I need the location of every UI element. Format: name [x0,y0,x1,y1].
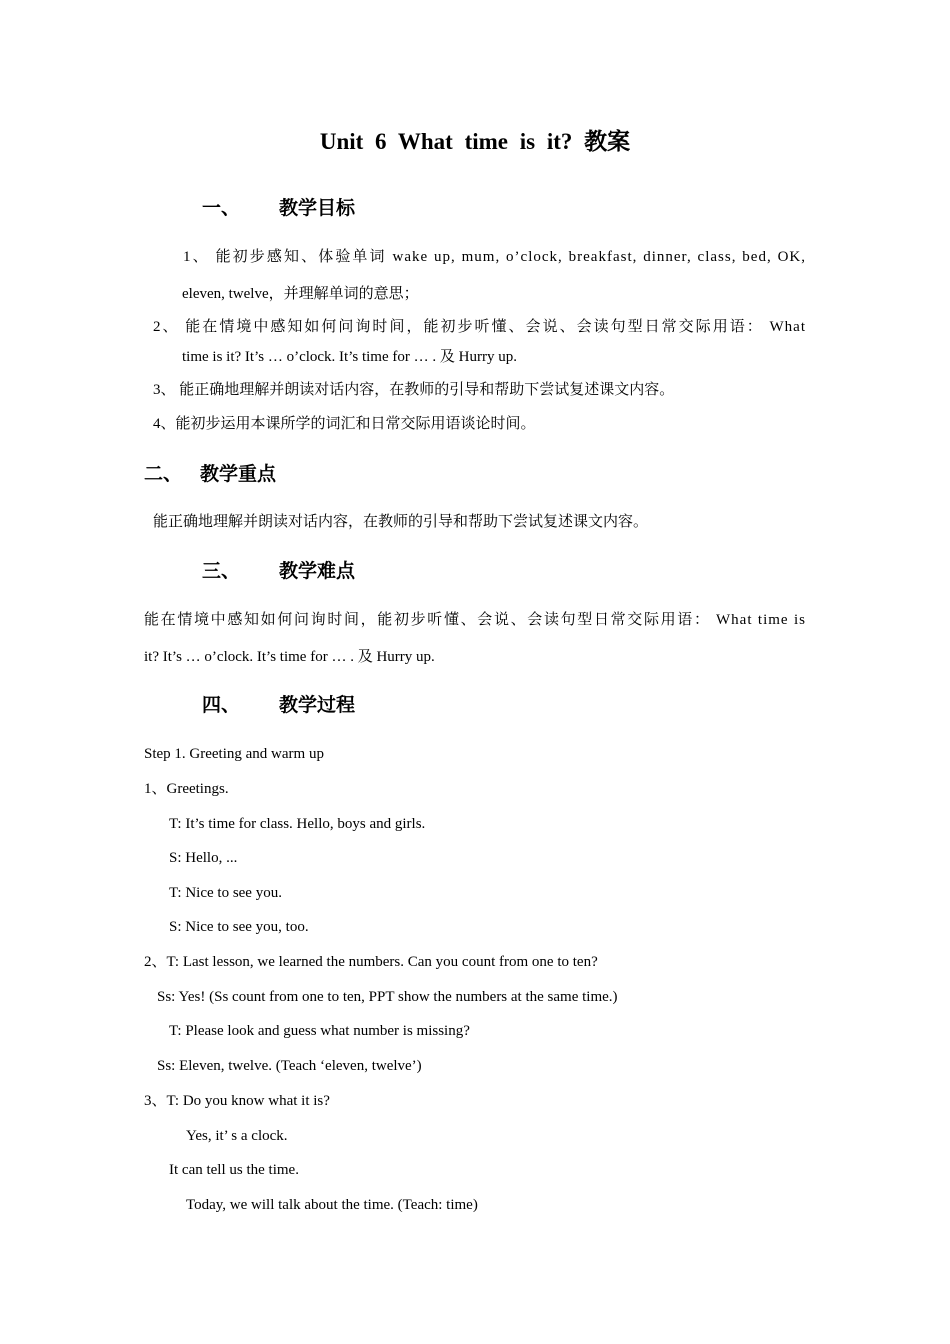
section-4-heading: 教学过程 [279,694,356,716]
objective-3: 3、 能正确地理解并朗读对话内容，在教师的引导和帮助下尝试复述课文内容。 [153,382,675,398]
dialogue-line: T: Nice to see you. [169,885,282,901]
section-1-heading: 教学目标 [279,197,356,219]
section-2-heading: 教学重点 [200,463,277,485]
process-item-3: 3、T: Do you know what it is? [144,1093,330,1109]
objective-2-line-2: time is it? It’s … o’clock. It’s time for … . 及 Hurry up. [182,349,517,365]
dialogue-line: T: Please look and guess what number is missing? [169,1023,470,1039]
process-item-1: 1、Greetings. [144,781,229,797]
section-4-number: 四、 [202,694,241,716]
dialogue-line: It can tell us the time. [169,1162,299,1178]
difficulty-line-1: 能在情境中感知如何问询时间，能初步听懂、会说、会读句型日常交际用语： What time is [144,612,806,628]
dialogue-line: Ss: Yes! (Ss count from one to ten, PPT show the numbers at the same time.) [157,989,618,1005]
dialogue-line: T: It’s time for class. Hello, boys and girls. [169,816,426,832]
section-1-number: 一、 [202,197,241,219]
section-3-heading: 教学难点 [279,560,356,582]
key-point-text: 能正确地理解并朗读对话内容，在教师的引导和帮助下尝试复述课文内容。 [153,514,649,530]
document-title: Unit 6 What time is it? 教案 [319,129,631,154]
dialogue-line: S: Hello, ... [169,850,238,866]
objective-2-line-1: 2、 能在情境中感知如何问询时间，能初步听懂、会说、会读句型日常交际用语： What [153,319,806,335]
objective-4: 4、能初步运用本课所学的词汇和日常交际用语谈论时间。 [153,416,536,432]
difficulty-line-2: it? It’s … o’clock. It’s time for … . 及 Hurry up. [144,649,435,665]
objective-1-line-1: 1、 能初步感知、体验单词 wake up, mum, o’clock, breakfast, dinner, class, bed, OK, [183,249,806,265]
section-3-number: 三、 [202,560,241,582]
dialogue-line: Ss: Eleven, twelve. (Teach ‘eleven, twelve’) [157,1058,422,1074]
dialogue-line: Yes, it’ s a clock. [186,1128,288,1144]
dialogue-line: Today, we will talk about the time. (Teach: time) [186,1197,478,1213]
section-2-number: 二、 [144,463,183,485]
dialogue-line: S: Nice to see you, too. [169,919,309,935]
step-1-heading: Step 1. Greeting and warm up [144,746,324,762]
process-item-2: 2、T: Last lesson, we learned the numbers. Can you count from one to ten? [144,954,598,970]
objective-1-line-2: eleven, twelve，并理解单词的意思； [182,286,419,302]
